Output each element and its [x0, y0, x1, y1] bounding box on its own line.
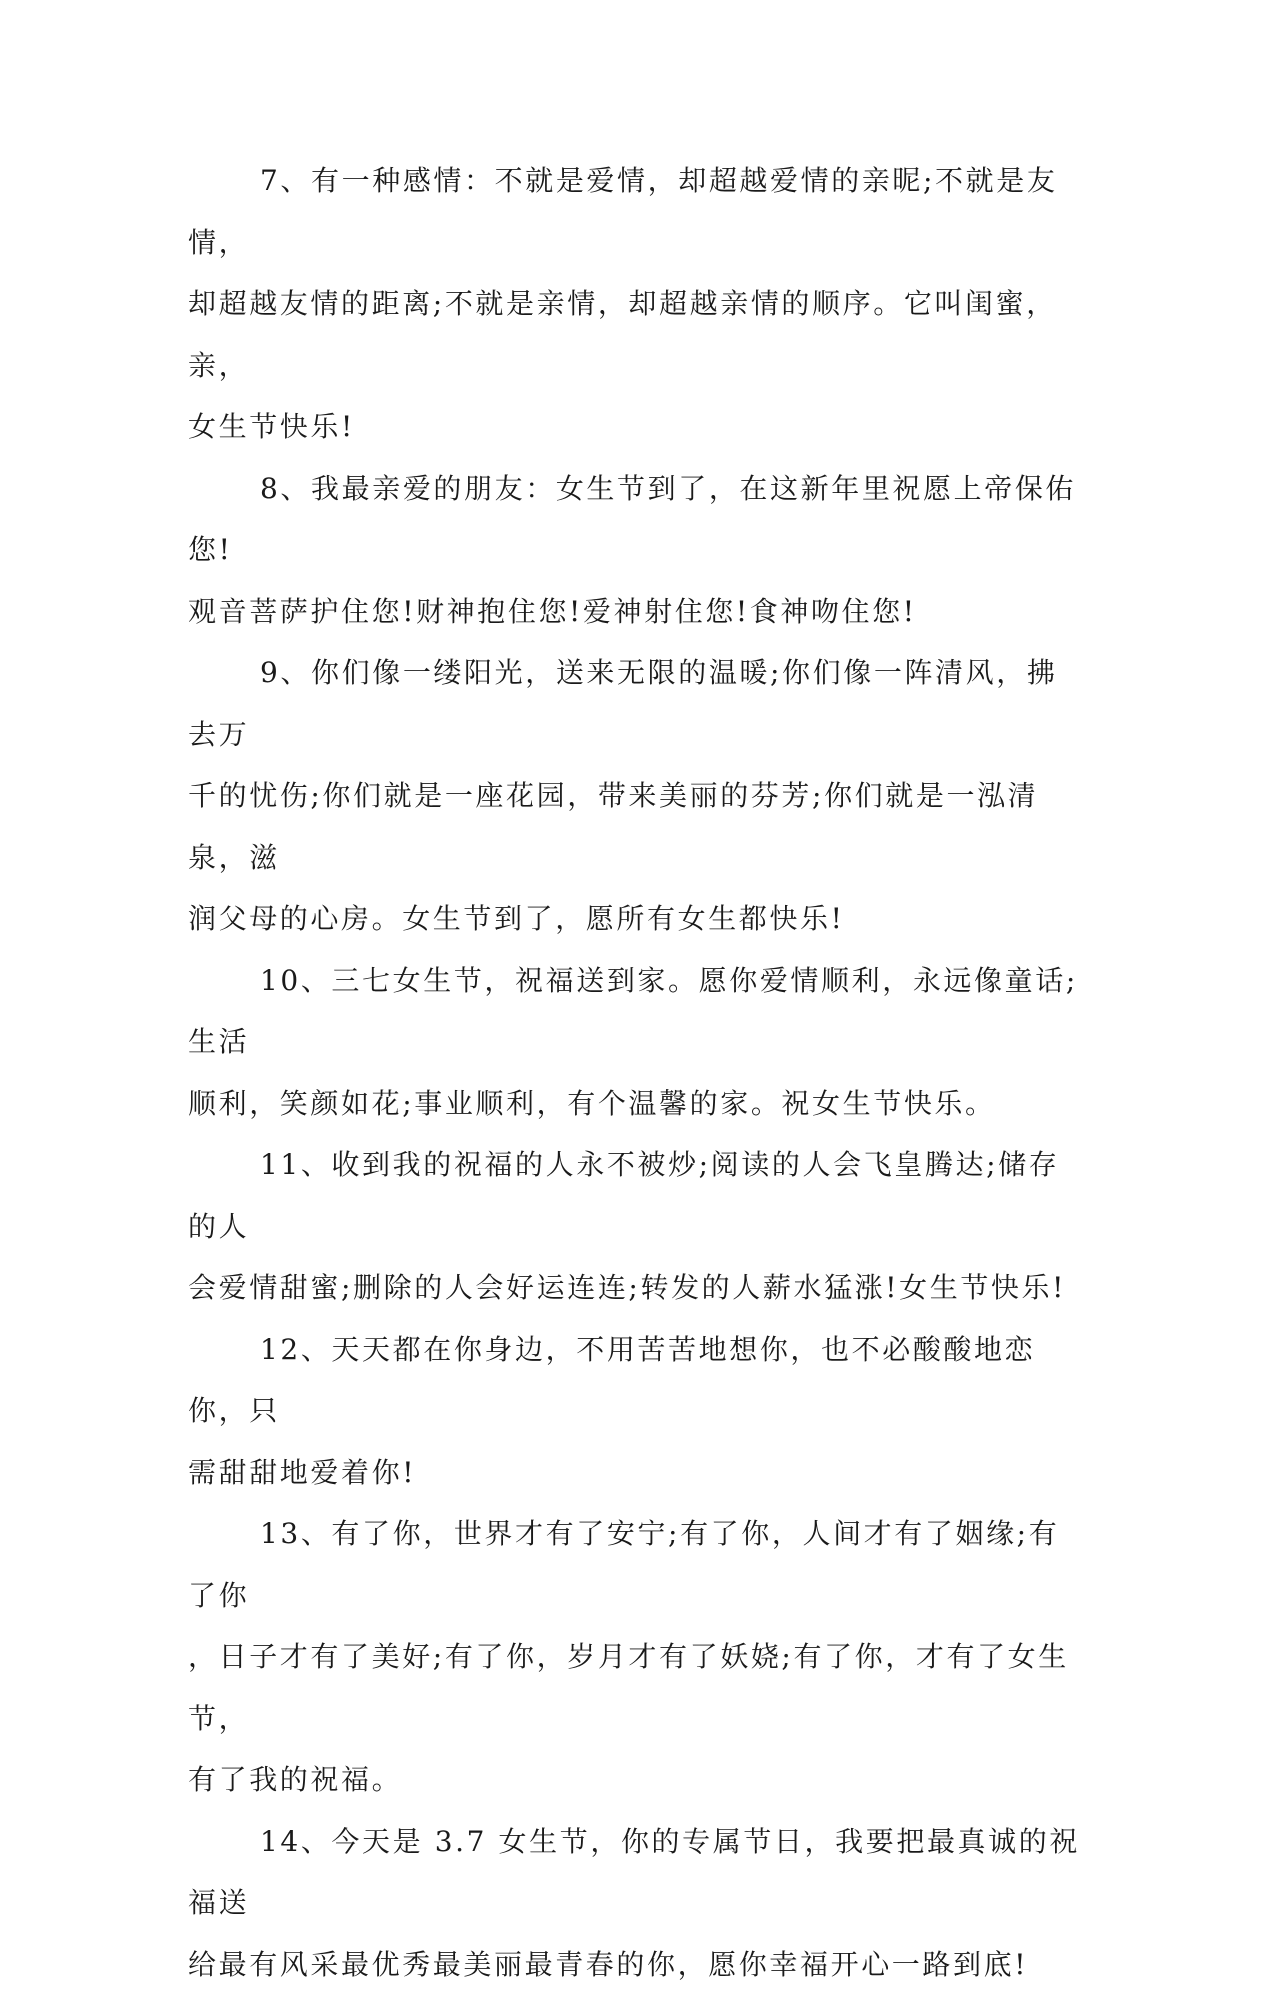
paragraph-7: 7、有一种感情：不就是爱情，却超越爱情的亲昵;不就是友情， 却超越友情的距离;不就是亲情，却超越亲情的顺序。它叫闺蜜，亲， 女生节快乐!: [188, 150, 1088, 458]
paragraph-12: 12、天天都在你身边，不用苦苦地想你，也不必酸酸地恋你，只 需甜甜地爱着你!: [188, 1319, 1088, 1504]
paragraph-13: 13、有了你，世界才有了安宁;有了你，人间才有了姻缘;有了你 ，日子才有了美好;有了你，岁月才有了妖娆;有了你，才有了女生节， 有了我的祝福。: [188, 1503, 1088, 1811]
paragraph-8: 8、我最亲爱的朋友：女生节到了，在这新年里祝愿上帝保佑您! 观音菩萨护住您!财神抱住您!爱神射住您!食神吻住您!: [188, 458, 1088, 643]
paragraph-9: 9、你们像一缕阳光，送来无限的温暖;你们像一阵清风，拂去万 千的忧伤;你们就是一座花园，带来美丽的芬芳;你们就是一泓清泉，滋 润父母的心房。女生节到了，愿所有女生都快乐!: [188, 642, 1088, 950]
document-body: [188, 150, 1088, 1995]
paragraph-14: 14、今天是 3.7 女生节，你的专属节日，我要把最真诚的祝福送 给最有风采最优秀最美丽最青春的你，愿你幸福开心一路到底!: [188, 1811, 1088, 1995]
paragraph-11: 11、收到我的祝福的人永不被炒;阅读的人会飞皇腾达;储存的人 会爱情甜蜜;删除的人会好运连连;转发的人薪水猛涨!女生节快乐!: [188, 1134, 1088, 1319]
paragraph-10: 10、三七女生节，祝福送到家。愿你爱情顺利，永远像童话;生活 顺利，笑颜如花;事业顺利，有个温馨的家。祝女生节快乐。: [188, 950, 1088, 1135]
